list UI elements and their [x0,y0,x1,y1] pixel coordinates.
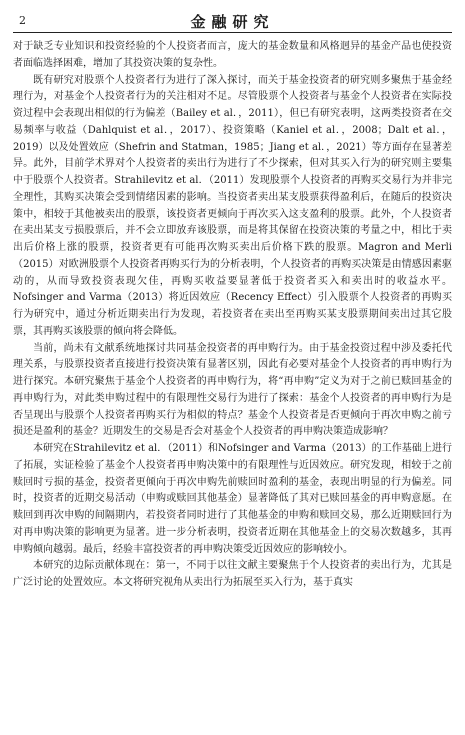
body-paragraph-3: 当前，尚未有文献系统地探讨共同基金投资者的再申购行为。由于基金投资过程中涉及委托代理关系，与股票投资者直接进行投资决策有显著区别，因此有必要对基金个人投资者的再申购行为进行探究。本研究聚焦于基金个人投资者的再申购行为，将“再申购”定义为对于之前已赎回基金的再申购行为，对此类申购过程中的有限理性交易行为进行了探索：基金个人投资者的再申购行为是否呈现出与股票个人投资者再购买行为相似的特点？基金个人投资者是否更倾向于再次申购之前亏损还是盈利的基金？近期发生的交易是否会对基金个人投资者的再申购决策造成影响？ [13,342,452,438]
page-header [13,10,452,33]
body-paragraph-4: 本研究在Strahilevitz et al．（2011）和Nofsinger and Varma（2013）的工作基础上进行了拓展，实证检验了基金个人投资者再申购决策中的有限理性与近因效应。研究发现，相较于之前赎回时亏损的基金，投资者更倾向于再次申购先前赎回时盈利的基金，表现出明显的行为偏差。同时，投资者的近期交易活动（申购或赎回其他基金）显著降低了其对已赎回基金的再申购意愿。在赎回到再次申购的间隔期内，若投资者同时进行了其他基金的申购和赎回交易，那么近期赎回行为对再申购决策的影响更为显著。进一步分析表明，投资者近期在其他基金上的交易次数越多，其再申购倾向越弱。最后，经验丰富投资者的再申购决策受近因效应的影响较小。 [13,443,452,555]
article-body [13,39,452,592]
journal-title: 金融研究 [190,13,275,31]
body-paragraph-2: 既有研究对股票个人投资者行为进行了深入探讨，而关于基金投资者的研究则多聚焦于基金经理行为，对基金个人投资者行为的关注相对不足。尽管股票个人投资者与基金个人投资者在实际投资过程中会表现出相似的行为偏差（Bailey et al．，2011），但已有研究表明，这两类投资者在交易频率与收益（Dahlquist et al．，2017）、投资策略（Kaniel et al．，2008；Dalt et al．，2019）以及处置效应（Shefrin and Statman，1985；Jiang et al．，2021）等方面存在显著差异。此外，目前学术界对个人投资者的卖出行为进行了不少探索，但对其买入行为的研究则主要集中于股票个人投资者。Strahilevitz et al．（2011）发现股票个人投资者的再购买交易行为并非完全理性，其购买决策会受到情绪因素的影响。当投资者卖出某支股票获得盈利后，在随后的投资决策中，相较于其他被卖出的股票，该投资者更倾向于再次买入这支盈利的股票。此外，个人投资者在卖出某支亏损股票后，并不会立即放弃该股票，而是将其保留在投资决策的考量之中，相比于卖出后价格上涨的股票，投资者更有可能再次购买卖出后价格下跌的股票。Magron and Merli（2015）对欧洲股票个人投资者再购买行为的分析表明，个人投资者的再购买决策是由情感因素驱动的，从而导致投资表现欠佳，再购买收益要显著低于投资者买入和卖出时的收益水平。Nofsinger and Varma（2013）将近因效应（Recency Effect）引入股票个人投资者的再购买行为研究中，通过分析近期卖出行为发现，若投资者在卖出至再购买某支股票期间卖出过其它股票，其再购买该股票的倾向将会降低。 [13,74,452,337]
page-number: 2 [19,14,26,27]
body-paragraph-5: 本研究的边际贡献体现在：第一，不同于以往文献主要聚焦于个人投资者的卖出行为，尤其是广泛讨论的处置效应。本文将研究视角从卖出行为拓展至买入行为，基于真实 [13,560,452,588]
body-paragraph-1: 对于缺乏专业知识和投资经验的个人投资者而言，庞大的基金数量和风格迥异的基金产品也使投资者面临选择困难，增加了其投资决策的复杂性。 [13,41,452,69]
